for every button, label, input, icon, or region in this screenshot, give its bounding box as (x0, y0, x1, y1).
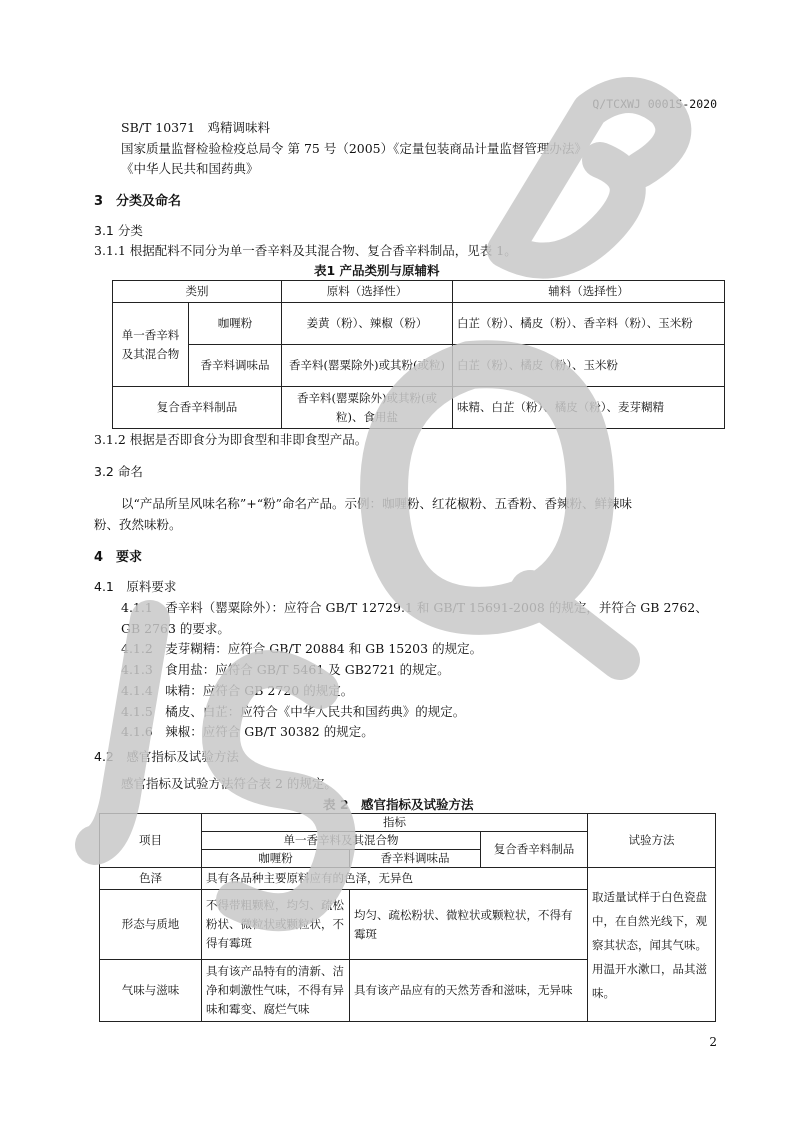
clause-text: 3.1.1 根据配料不同分为单一香辛料及其混合物、复合香辛料制品，见表 1。 (94, 243, 517, 258)
paragraph-line: 感官指标及试验方法符合表 2 的规定。 (121, 776, 337, 791)
table-header-cell: 原料（选择性） (282, 281, 453, 303)
reference-line: 《中华人民共和国药典》 (121, 161, 259, 176)
table-cell: 白芷（粉）、橘皮（粉）、玉米粉 (453, 345, 725, 387)
table-cell: 咖喱粉 (189, 303, 282, 345)
table-cell: 姜黄（粉）、辣椒（粉） (282, 303, 453, 345)
page-number: 2 (709, 1035, 717, 1049)
document-code: Q/TCXWJ 0001S-2020 (592, 97, 717, 111)
reference-line: 国家质量监督检验检疫总局令 第 75 号（2005）《定量包装商品计量监督管理办法》 (121, 141, 587, 156)
section-heading: 4 要求 (94, 550, 143, 565)
clause-text: 4.1.1 香辛料（罂粟除外）：应符合 GB/T 12729.1 和 GB/T 15691-2008 的规定，并符合 GB 2762、 (121, 600, 708, 615)
table-cell: 具有该产品应有的天然芳香和滋味，无异味 (350, 960, 588, 1022)
table-header-cell: 香辛料调味品 (350, 850, 481, 868)
clause-text: 3.1.2 根据是否即食分为即食型和非即食型产品。 (94, 432, 368, 447)
paragraph-line: 以“产品所呈风味名称”+“粉”命名产品。示例：咖喱粉、红花椒粉、五香粉、香辣粉、鲜辣味 (121, 496, 633, 511)
clause-text: 4.1.6 辣椒：应符合 GB/T 30382 的规定。 (121, 724, 374, 739)
clause-text: 4.1.2 麦芽糊精：应符合 GB/T 20884 和 GB 15203 的规定。 (121, 641, 483, 656)
table-header-cell: 试验方法 (588, 814, 716, 868)
table-cell: 单一香辛料及其混合物 (113, 303, 189, 387)
table-header-cell: 类别 (113, 281, 282, 303)
table-cell: 复合香辛料制品 (113, 387, 282, 429)
table-cell: 不得带粗颗粒，均匀、疏松粉状、微粒状或颗粒状，不得有霉斑 (202, 890, 350, 960)
reference-line: SB/T 10371 鸡精调味料 (121, 120, 271, 135)
table-header-cell: 咖喱粉 (202, 850, 350, 868)
table-cell: 取适量试样于白色瓷盘中，在自然光线下，观察其状态，闻其气味。用温开水漱口，品其滋味。 (588, 868, 716, 1022)
table-cell: 香辛料(罂粟除外)或其粉(或粒) (282, 345, 453, 387)
subsection-heading: 3.2 命名 (94, 464, 143, 479)
clause-text: 4.1.5 橘皮、白芷：应符合《中华人民共和国药典》的规定。 (121, 704, 466, 719)
clause-text: 4.1.3 食用盐：应符合 GB/T 5461 及 GB2721 的规定。 (121, 662, 450, 677)
table-caption: 表1 产品类别与原辅料 (314, 263, 440, 278)
subsection-heading: 4.2 感官指标及试验方法 (94, 749, 239, 764)
table-sensory-indicators (99, 813, 716, 1022)
table-cell: 香辛料调味品 (189, 345, 282, 387)
table-cell: 均匀、疏松粉状、微粒状或颗粒状，不得有霉斑 (350, 890, 588, 960)
table-cell: 色泽 (100, 868, 202, 890)
section-heading: 3 分类及命名 (94, 194, 182, 209)
paragraph-line: 粉、孜然味粉。 (94, 517, 182, 532)
table-header-cell: 复合香辛料制品 (481, 832, 588, 868)
table-cell: 气味与滋味 (100, 960, 202, 1022)
table-cell: 具有该产品特有的清新、洁净和刺激性气味，不得有异味和霉变、腐烂气味 (202, 960, 350, 1022)
table-product-categories (112, 280, 725, 429)
subsection-heading: 4.1 原料要求 (94, 579, 177, 594)
clause-text: GB 2763 的要求。 (121, 621, 230, 636)
table-cell: 香辛料(罂粟除外)或其粉(或粒)、食用盐 (282, 387, 453, 429)
table-cell: 味精、白芷（粉）、橘皮（粉）、麦芽糊精 (453, 387, 725, 429)
table-header-cell: 辅料（选择性） (453, 281, 725, 303)
clause-text: 4.1.4 味精：应符合 GB 2720 的规定。 (121, 683, 354, 698)
subsection-heading: 3.1 分类 (94, 223, 143, 238)
table-cell: 具有各品种主要原料应有的色泽，无异色 (202, 868, 588, 890)
table-header-cell: 项目 (100, 814, 202, 868)
table-cell: 形态与质地 (100, 890, 202, 960)
table-header-cell: 指标 (202, 814, 588, 832)
table-cell: 白芷（粉）、橘皮（粉）、香辛料（粉）、玉米粉 (453, 303, 725, 345)
table-header-cell: 单一香辛料及其混合物 (202, 832, 481, 850)
table-caption: 表 2 感官指标及试验方法 (323, 797, 474, 812)
